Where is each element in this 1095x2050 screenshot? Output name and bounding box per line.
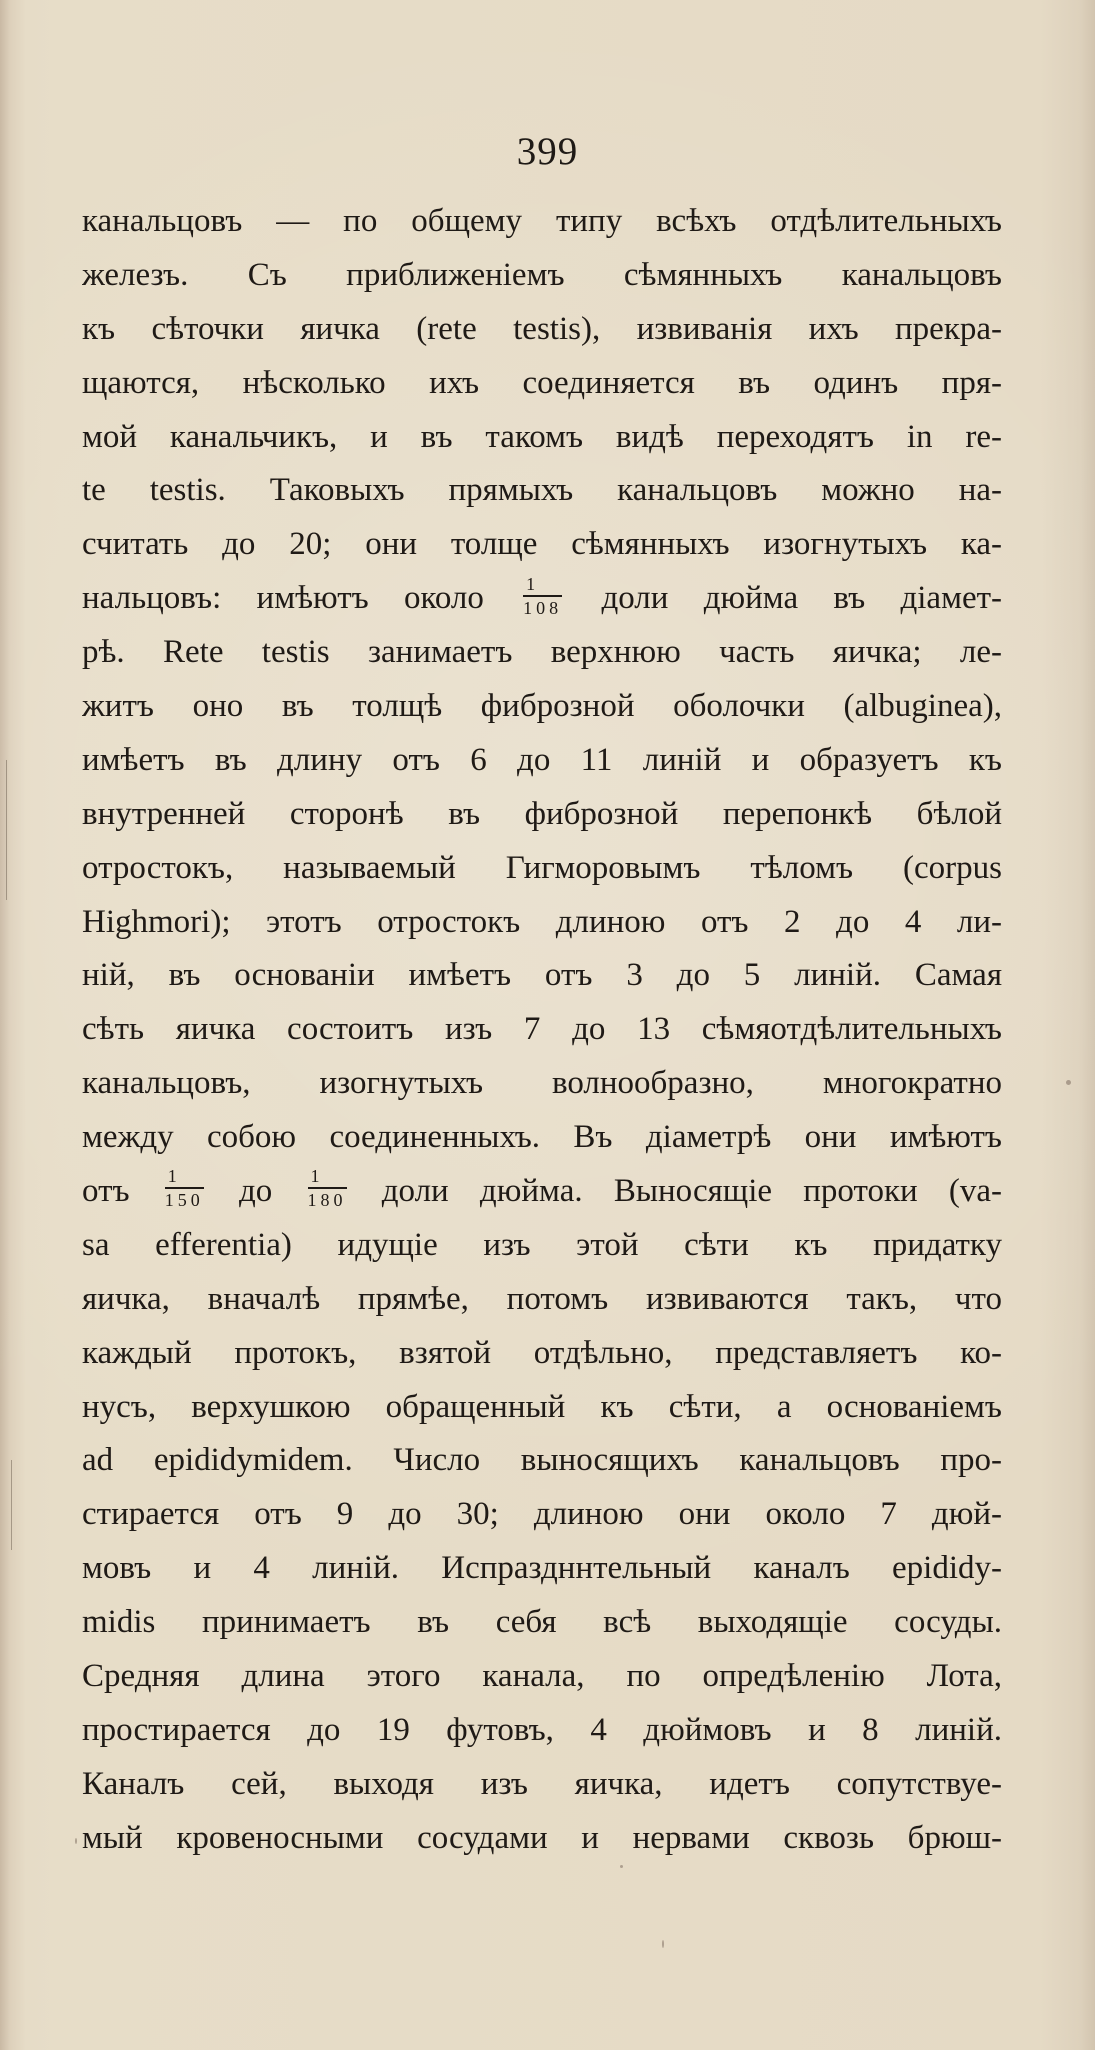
body-text xyxy=(82,195,1002,1866)
text-line: sa efferentia) идущiе изъ этой сѣти къ придатку xyxy=(82,1226,1002,1263)
fraction-denominator: 108 xyxy=(523,597,563,618)
text-line-with-fractions xyxy=(82,1165,1002,1219)
text-line: каждый протокъ, взятой отдѣльно, представляетъ ко- xyxy=(82,1334,1002,1371)
text-line: между собою соединенныхъ. Въ дiаметрѣ они имѣютъ xyxy=(82,1119,1002,1156)
line-text-before-fraction: отъ xyxy=(82,1173,130,1210)
text-line: канальцовъ — по общему типу всѣхъ отдѣлительныхъ xyxy=(82,203,1002,239)
text-line: простирается до 19 футовъ, 4 дюймовъ и 8 линiй. xyxy=(82,1711,1002,1748)
page-edge-mark xyxy=(11,1460,12,1550)
fraction-numerator: 1 xyxy=(165,1167,204,1189)
text-line: щаются, нѣсколько ихъ соединяется въ одинъ пря- xyxy=(82,364,1002,401)
fraction-denominator: 150 xyxy=(164,1190,204,1211)
fraction-one-150 xyxy=(165,1167,204,1209)
fraction-numerator: 1 xyxy=(308,1167,347,1189)
text-line: рѣ. Rete testis занимаетъ верхнюю часть яичка; ле- xyxy=(82,634,1002,671)
paper-speck xyxy=(1066,1080,1071,1085)
text-line: мой канальчикъ, и въ такомъ видѣ переходятъ in re- xyxy=(82,418,1002,455)
text-line: нiй, въ основанiи имѣетъ отъ 3 до 5 линiй. Самая xyxy=(82,957,1002,994)
text-line: отростокъ, называемый Гигморовымъ тѣломъ (corpus xyxy=(82,849,1002,886)
text-line: житъ оно въ толщѣ фиброзной оболочки (albuginea), xyxy=(82,688,1002,725)
line-text-before-fraction: нальцовъ: имѣютъ около xyxy=(82,580,484,617)
text-line: te testis. Таковыхъ прямыхъ канальцовъ можно на- xyxy=(82,472,1002,509)
text-line: midis принимаетъ въ себя всѣ выходящiе сосуды. xyxy=(82,1604,1002,1641)
text-line: ad epididymidem. Число выносящихъ канальцовъ про- xyxy=(82,1442,1002,1479)
line-text-after-fraction: доли дюйма. Выносящiе протоки (va- xyxy=(381,1173,1002,1210)
line-text-between-fractions: до xyxy=(239,1173,273,1210)
text-line: нусъ, верхушкою обращенный къ сѣти, а основанiемъ xyxy=(82,1388,1002,1425)
page-edge-mark xyxy=(6,760,7,900)
text-line: имѣетъ въ длину отъ 6 до 11 линiй и образуетъ къ xyxy=(82,741,1002,778)
text-line: считать до 20; они толще сѣмянныхъ изогнутыхъ ка- xyxy=(82,526,1002,563)
text-line: мовъ и 4 линiй. Испраздннтельный каналъ epididy- xyxy=(82,1550,1002,1587)
text-line: сѣть яичка состоитъ изъ 7 до 13 сѣмяотдѣлительныхъ xyxy=(82,1011,1002,1048)
text-line: мый кровеносными сосудами и нервами сквозь брюш- xyxy=(82,1819,1002,1856)
text-line: внутренней сторонѣ въ фиброзной перепонкѣ бѣлой xyxy=(82,795,1002,832)
line-text-after-fraction: доли дюйма въ дiамет- xyxy=(601,580,1002,617)
fraction-one-180 xyxy=(308,1167,347,1209)
paper-speck xyxy=(75,1838,77,1844)
page-number: 399 xyxy=(516,130,579,173)
fraction-one-108 xyxy=(523,575,562,617)
text-line: Highmori); этотъ отростокъ длиною отъ 2 до 4 ли- xyxy=(82,903,1002,940)
text-line: Каналъ сей, выходя изъ яичка, идетъ сопутствуе- xyxy=(82,1765,1002,1802)
text-line: яичка, вначалѣ прямѣе, потомъ извиваются такъ, что xyxy=(82,1280,1002,1317)
text-line: къ сѣточки яичка (rete testis), извиванiя ихъ прекра- xyxy=(82,310,1002,347)
text-line-with-fraction xyxy=(82,572,1002,626)
text-line: Средняя длина этого канала, по опредѣленiю Лота, xyxy=(82,1658,1002,1695)
paper-speck xyxy=(662,1940,664,1948)
fraction-numerator: 1 xyxy=(523,575,562,597)
fraction-denominator: 180 xyxy=(307,1190,347,1211)
text-line: стирается отъ 9 до 30; длиною они около 7 дюй- xyxy=(82,1496,1002,1533)
text-line: железъ. Съ приближенiемъ сѣмянныхъ канальцовъ xyxy=(82,256,1002,293)
text-line: канальцовъ, изогнутыхъ волнообразно, многократно xyxy=(82,1065,1002,1102)
